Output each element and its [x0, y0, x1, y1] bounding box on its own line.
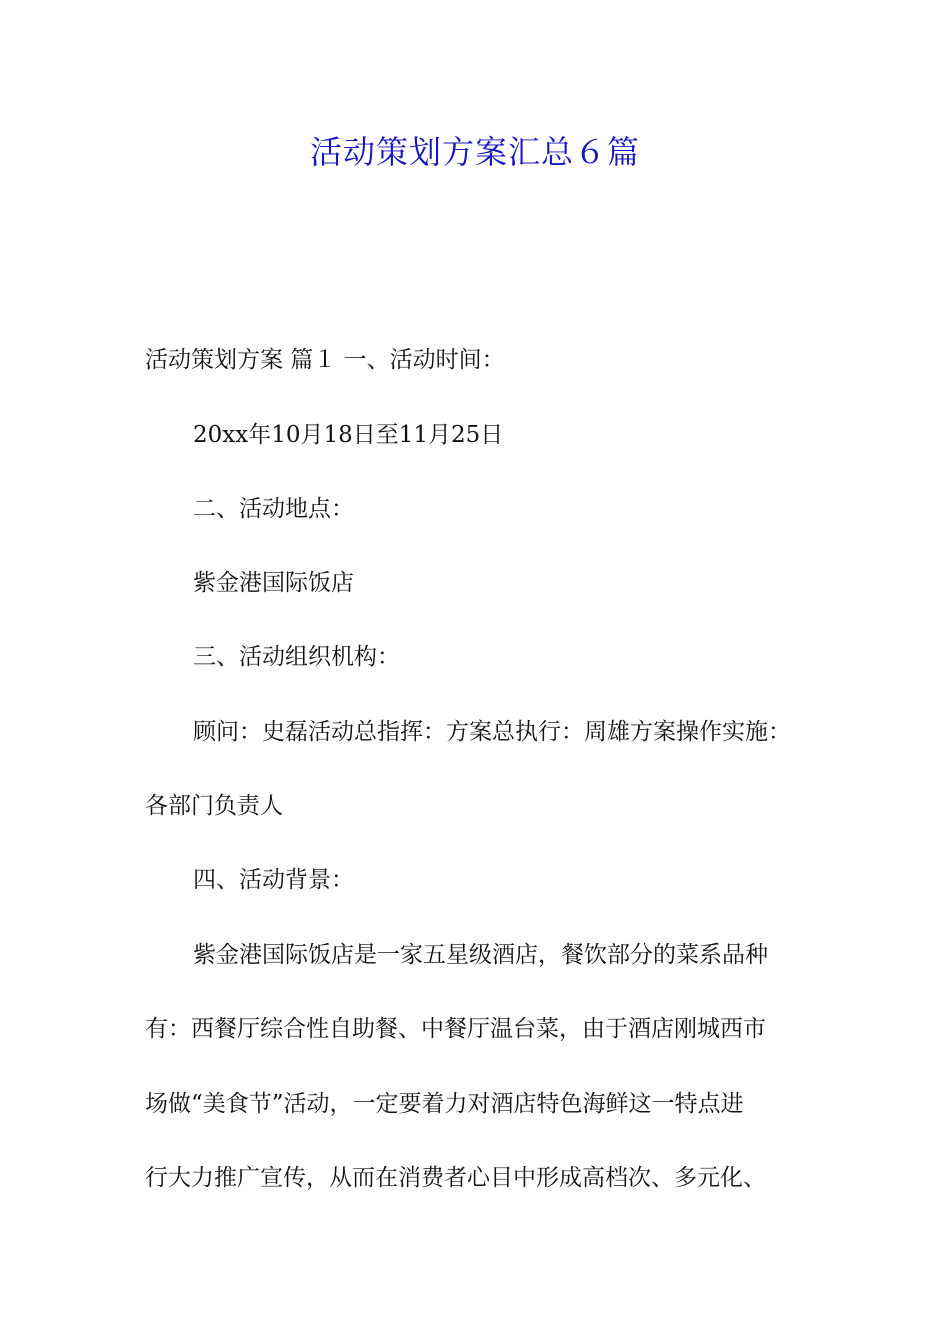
document-title: 活动策划方案汇总６篇 — [309, 133, 640, 171]
paragraph-background-line-2: 有：西餐厅综合性自助餐、中餐厅温台菜，由于酒店刚城西市 — [145, 1016, 766, 1042]
paragraph-location: 紫金港国际饭店 — [193, 570, 354, 596]
section-heading-time: 活动策划方案 篇１ 一、活动时间： — [145, 347, 505, 373]
paragraph-organization-line-1: 顾问：史磊活动总指挥：方案总执行：周雄方案操作实施： — [193, 719, 791, 745]
paragraph-background-line-3: 场做“美食节”活动，一定要着力对酒店特色海鲜这一特点进 — [145, 1091, 744, 1117]
paragraph-organization-line-2: 各部门负责人 — [145, 793, 283, 819]
section-heading-organization: 三、活动组织机构： — [193, 644, 400, 670]
section-heading-location: 二、活动地点： — [193, 496, 354, 522]
paragraph-background-line-4: 行大力推广宣传，从而在消费者心目中形成高档次、多元化、 — [145, 1165, 766, 1191]
paragraph-background-line-1: 紫金港国际饭店是一家五星级酒店，餐饮部分的菜系品种 — [193, 942, 768, 968]
paragraph-date-range: 20xx年10月18日至11月25日 — [193, 422, 504, 448]
section-heading-background: 四、活动背景： — [193, 867, 354, 893]
